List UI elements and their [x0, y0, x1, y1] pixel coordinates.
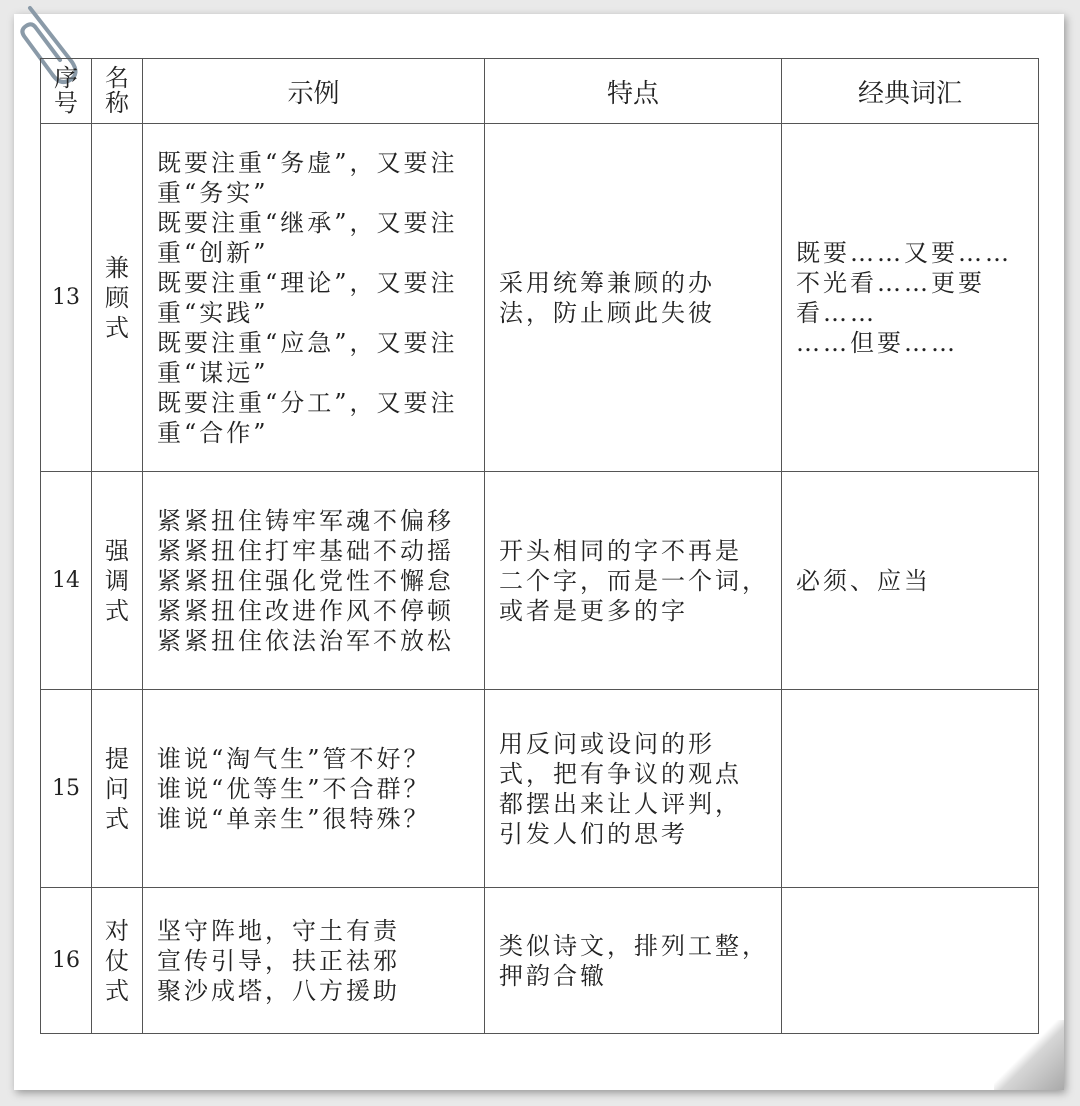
example-line: 既要注重“继承”，又要注: [157, 208, 458, 237]
example-line: 谁说“优等生”不合群？: [157, 774, 431, 803]
table-row: [41, 472, 1039, 690]
header-stacked-text: 名 称: [105, 64, 129, 117]
row-name: 提 问 式: [92, 690, 143, 888]
header-example: 示例: [143, 59, 485, 124]
example-line: 坚守阵地，守土有责: [157, 916, 400, 945]
example-line: 重“实践”: [157, 298, 269, 327]
feature-line: 都摆出来让人评判，: [499, 789, 742, 818]
row-name: 兼 顾 式: [92, 124, 143, 472]
header-num: [41, 59, 92, 124]
example-line: 重“务实”: [157, 178, 269, 207]
header-feature: 特点: [485, 59, 782, 124]
example-line: 谁说“单亲生”很特殊？: [157, 804, 431, 833]
header-vocab: 经典词汇: [782, 59, 1039, 124]
vocab-cell: [782, 472, 1039, 690]
example-line: 紧紧扭住铸牢军魂不偏移: [157, 506, 454, 535]
feature-line: 类似诗文，排列工整，: [499, 931, 769, 960]
feature-line: 二个字，而是一个词，: [499, 566, 769, 595]
row-name: 对 仗 式: [92, 888, 143, 1034]
example-line: 紧紧扭住打牢基础不动摇: [157, 536, 454, 565]
vocab-cell: [782, 888, 1039, 1034]
header-row: [41, 59, 1039, 124]
example-cell: [143, 124, 485, 472]
feature-cell: [485, 472, 782, 690]
table-row: [41, 690, 1039, 888]
example-line: 宣传引导，扶正祛邪: [157, 946, 400, 975]
example-line: 重“谋远”: [157, 358, 269, 387]
example-line: 紧紧扭住强化党性不懈怠: [157, 566, 454, 595]
feature-line: 引发人们的思考: [499, 819, 688, 848]
vocab-line: 不光看……更要: [796, 268, 985, 297]
row-number: 13: [41, 124, 92, 472]
example-cell: [143, 472, 485, 690]
vocab-line: 必须、应当: [796, 566, 931, 595]
example-line: 聚沙成塔，八方援助: [157, 976, 400, 1005]
example-line: 谁说“淘气生”管不好？: [157, 744, 431, 773]
feature-cell: [485, 690, 782, 888]
example-line: 既要注重“应急”，又要注: [157, 328, 458, 357]
example-line: 紧紧扭住依法治军不放松: [157, 626, 454, 655]
feature-line: 押韵合辙: [499, 961, 607, 990]
example-line: 既要注重“理论”，又要注: [157, 268, 458, 297]
row-number: 15: [41, 690, 92, 888]
vocab-line: ……但要……: [796, 328, 958, 357]
example-cell: [143, 888, 485, 1034]
rhetoric-table: [40, 58, 1039, 1034]
row-name: 强 调 式: [92, 472, 143, 690]
example-line: 重“合作”: [157, 418, 269, 447]
table-row: [41, 124, 1039, 472]
feature-cell: [485, 124, 782, 472]
header-name: [92, 59, 143, 124]
table-row: [41, 888, 1039, 1034]
vocab-cell: [782, 124, 1039, 472]
example-line: 紧紧扭住改进作风不停顿: [157, 596, 454, 625]
row-number: 14: [41, 472, 92, 690]
feature-cell: [485, 888, 782, 1034]
feature-line: 开头相同的字不再是: [499, 536, 742, 565]
vocab-cell: [782, 690, 1039, 888]
header-stacked-text: 序 号: [54, 64, 78, 117]
example-line: 重“创新”: [157, 238, 269, 267]
row-number: 16: [41, 888, 92, 1034]
feature-line: 式，把有争议的观点: [499, 759, 742, 788]
feature-line: 或者是更多的字: [499, 596, 688, 625]
feature-line: 用反问或设问的形: [499, 729, 715, 758]
vocab-line: 看……: [796, 298, 877, 327]
example-line: 既要注重“分工”，又要注: [157, 388, 458, 417]
example-cell: [143, 690, 485, 888]
feature-line: 采用统筹兼顾的办: [499, 268, 715, 297]
example-line: 既要注重“务虚”，又要注: [157, 148, 458, 177]
vocab-line: 既要……又要……: [796, 238, 1012, 267]
feature-line: 法，防止顾此失彼: [499, 298, 715, 327]
